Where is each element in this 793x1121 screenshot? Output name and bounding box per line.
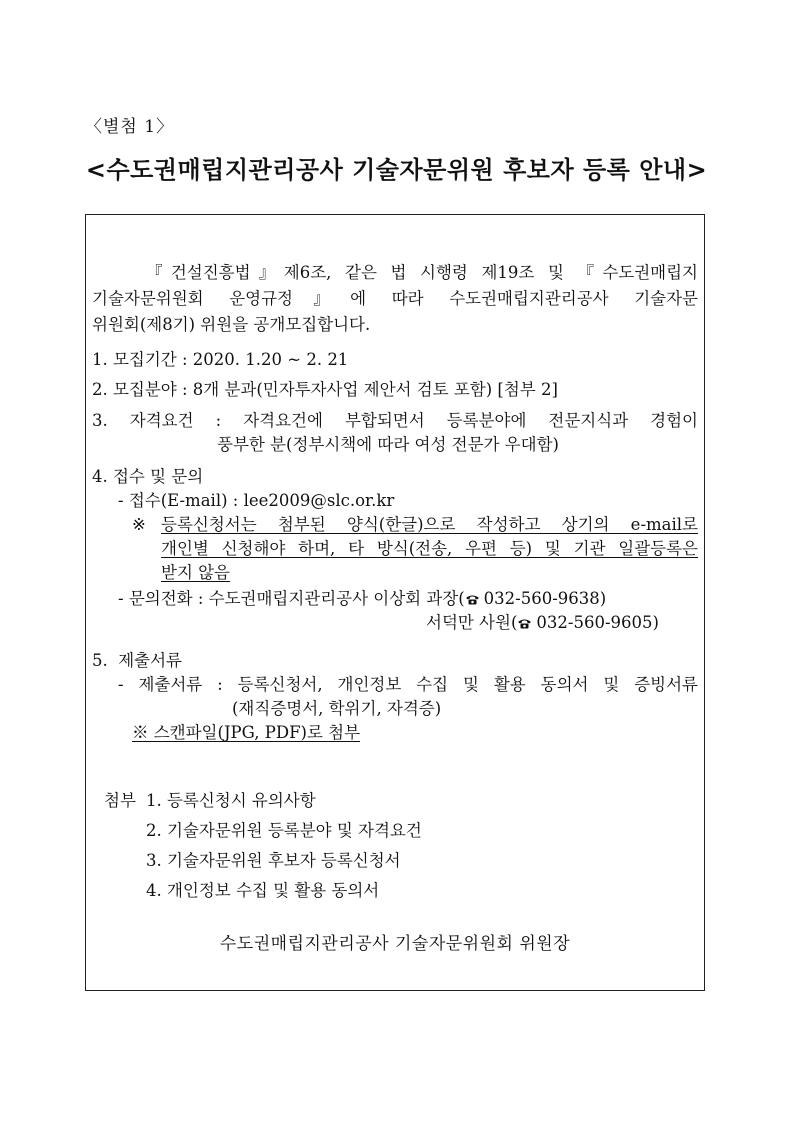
intro-line-3: 위원회(제8기) 위원을 공개모집합니다. — [92, 315, 371, 334]
signature: 수도권매립지관리공사 기술자문위원회 위원장 — [219, 934, 571, 954]
item-field: 2. 모집분야 : 8개 분과(민자투자사업 제안서 검토 포함) [첨부 2] — [92, 380, 558, 399]
docs-line-2: (재직증명서, 학위기, 자격증) — [232, 699, 442, 718]
phone-icon — [465, 594, 480, 605]
phone-line-1 — [118, 589, 606, 609]
note-line-2: 개인별 신청해야 하며, 타 방식(전송, 우편 등) 및 기관 일괄등록은 — [161, 539, 698, 558]
email-line — [118, 491, 394, 511]
intro-line-2: 기술자문위원회 운영규정』에 따라 수도권매립지관리공사 기술자문 — [92, 289, 698, 308]
email-text: - 접수(E-mail) : lee2009@slc.or.kr — [118, 491, 395, 510]
attachment-item-2: 2. 기술자문위원 등록분야 및 자격요건 — [146, 821, 422, 840]
item-docs-heading: 5. 제출서류 — [92, 651, 182, 670]
phone-2-prefix: 서덕만 사원( — [426, 613, 518, 632]
attachment-label: 〈별첨 1〉 — [85, 117, 175, 137]
notice-box — [85, 214, 705, 991]
item-period: 1. 모집기간 : 2020. 1.20 ~ 2. 21 — [92, 350, 349, 369]
item-qualification-1: 3. 자격요건 : 자격요건에 부합되면서 등록분야에 전문지식과 경험이 — [92, 411, 698, 430]
attachment-item-3: 3. 기술자문위원 후보자 등록신청서 — [146, 851, 401, 870]
docs-note: ※ 스캔파일(JPG, PDF)로 첨부 — [132, 723, 361, 742]
note-mark: ※ — [132, 515, 146, 534]
attachment-item-4: 4. 개인정보 수집 및 활용 동의서 — [146, 881, 380, 900]
attachment-item-1: 1. 등록신청시 유의사항 — [146, 791, 316, 810]
intro-line-1: 『건설진흥법』제6조, 같은 법 시행령 제19조 및 『수도권매립지 — [146, 263, 698, 282]
document-title: <수도권매립지관리공사 기술자문위원 후보자 등록 안내> — [85, 156, 708, 184]
attachments-label: 첨부 — [104, 791, 136, 810]
docs-line-1: - 제출서류 : 등록신청서, 개인정보 수집 및 활용 동의서 및 증빙서류 — [118, 675, 698, 694]
phone-2-number: 032-560-9605) — [536, 613, 659, 632]
phone-1-number: 032-560-9638) — [483, 589, 607, 608]
item-qualification-2: 풍부한 분(정부시책에 따라 여성 전문가 우대함) — [217, 435, 559, 454]
phone-1-prefix: - 문의전화 : 수도권매립지관리공사 이상회 과장( — [118, 589, 465, 608]
item-contact-heading: 4. 접수 및 문의 — [92, 467, 204, 486]
phone-line-2 — [426, 613, 659, 633]
phone-icon — [517, 618, 532, 629]
note-line-3: 받지 않음 — [161, 563, 231, 582]
note-line-1: 등록신청서는 첨부된 양식(한글)으로 작성하고 상기의 e-mail로 — [161, 515, 698, 534]
